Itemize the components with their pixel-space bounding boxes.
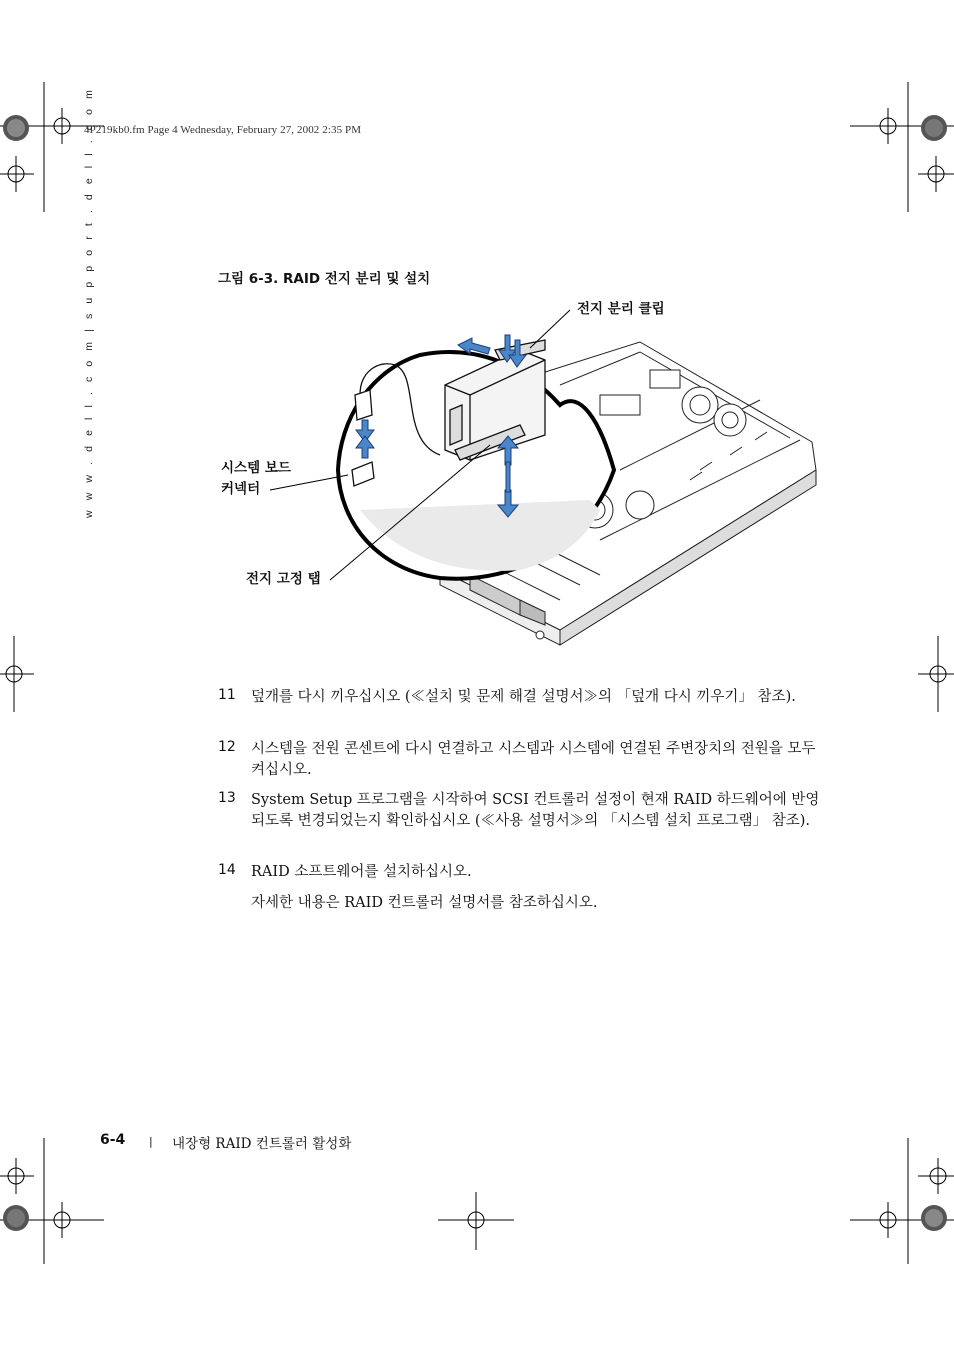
label-release-clip: 전지 분리 클립 bbox=[577, 301, 665, 317]
sidebar-website-text: w w w . d e l l . c o m | s u p p o r t . d e l l . c o m bbox=[83, 86, 95, 518]
step-number: 13 bbox=[218, 790, 236, 806]
step-12 bbox=[218, 739, 818, 781]
label-board-connector-2: 커넥터 bbox=[221, 481, 261, 497]
step-number: 11 bbox=[218, 687, 236, 703]
step-text: System Setup 프로그램을 시작하여 SCSI 컨트롤러 설정이 현재 RAID 하드웨어에 반영되도록 변경되었는지 확인하십시오 (≪사용 설명서≫의 「시스템 설치 프로그램」 참조). bbox=[251, 792, 820, 829]
figure-caption: 그림 6-3. RAID 전지 분리 및 설치 bbox=[218, 271, 431, 287]
step-text: 시스템을 전원 콘센트에 다시 연결하고 시스템과 시스템에 연결된 주변장치의 전원을 모두 켜십시오. bbox=[251, 741, 816, 778]
step-text: 덮개를 다시 끼우십시오 (≪설치 및 문제 해결 설명서≫의 「덮개 다시 끼우기」 참조). bbox=[251, 689, 796, 705]
footer-separator: | bbox=[149, 1135, 153, 1148]
label-board-connector-1: 시스템 보드 bbox=[221, 460, 291, 476]
step-number: 12 bbox=[218, 739, 236, 755]
step-14 bbox=[218, 862, 818, 884]
step-text: RAID 소프트웨어를 설치하십시오. bbox=[251, 864, 472, 880]
note-text: 자세한 내용은 RAID 컨트롤러 설명서를 참조하십시오. bbox=[251, 895, 598, 911]
step-11 bbox=[218, 687, 818, 729]
label-retention-tab: 전지 고정 탭 bbox=[246, 571, 321, 587]
footer-chapter: 내장형 RAID 컨트롤러 활성화 bbox=[172, 1136, 352, 1152]
footer-page-number: 6-4 bbox=[100, 1132, 126, 1148]
print-header: 4P219kb0.fm Page 4 Wednesday, February 27, 2002 2:35 PM bbox=[84, 124, 362, 136]
step-number: 14 bbox=[218, 862, 236, 878]
step-13 bbox=[218, 790, 818, 853]
